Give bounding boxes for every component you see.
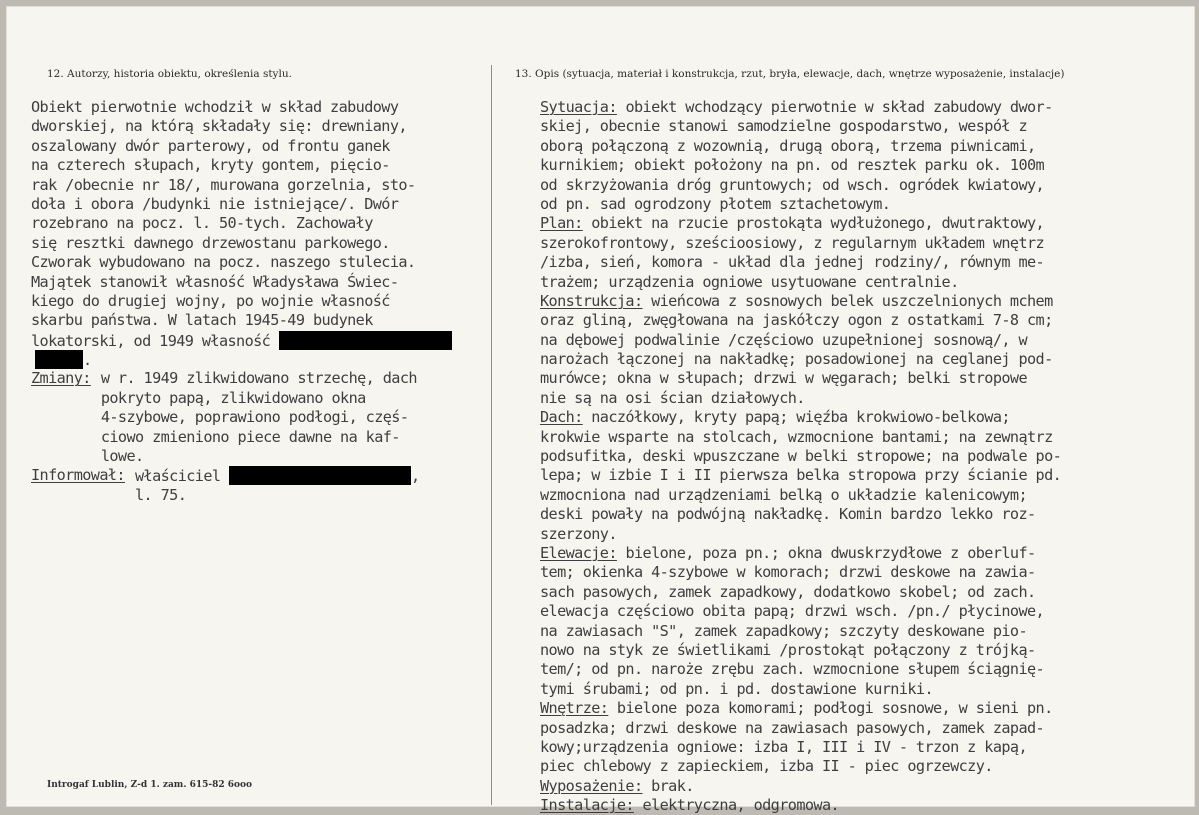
history-text-line: się resztki dawnego drzewostanu parkowego.	[31, 233, 390, 252]
zmiany-label: Zmiany:	[31, 369, 91, 388]
description-text-line: Wnętrze: bielone poza komorami; podłogi sosnowe, w sieni pn.	[540, 699, 1053, 718]
history-text-line: dworskiej, na którą składały się: drewniany,	[31, 117, 407, 136]
description-section	[540, 98, 1180, 815]
record-card	[6, 6, 1195, 815]
description-text-line: od skrzyżowania dróg gruntowych; od wsch. ogródek kwiatowy,	[540, 175, 1045, 194]
description-text-line: nie są na osi ścian działowych.	[540, 388, 805, 407]
description-text-line: tem/; od pn. naroże zrębu zach. wzmocnione słupem ściągnię-	[540, 660, 1045, 679]
description-subsection	[540, 796, 1180, 815]
description-text-line: murówce; okna w słupach; drzwi w węgarach; belki stropowe	[540, 369, 1027, 388]
description-text-line: oraz gliną, zwęgłowana na jaskółczy ogon z ostatkami 7-8 cm;	[540, 311, 1053, 330]
zmiany-text-line: lowe.	[100, 447, 144, 466]
description-text-line: podsufitka, deski wpuszczane w belki stropowe; na podwale po-	[540, 447, 1062, 466]
informant-text: właściciel	[134, 467, 221, 486]
description-text-line: na zawiasach "S", zamek zapadkowy; szczyty deskowane pio-	[540, 621, 1027, 640]
description-text-line: Wyposażenie: brak.	[540, 776, 694, 795]
history-text-line: skarbu państwa. W latach 1945-49 budynek	[31, 311, 373, 330]
column-divider	[491, 65, 492, 805]
history-text-line: Czworak wybudowano na pocz. naszego stulecia.	[31, 253, 416, 272]
description-text-line: skiej, obecnie stanowi samodzielne gospodarstwo, wespół z	[540, 117, 1027, 136]
informant-label: Informował:	[31, 466, 125, 485]
description-text-line: tem; okienka 4-szybowe w komorach; drzwi deskowe na zawia-	[540, 563, 1036, 582]
zmiany-lines	[101, 369, 417, 466]
description-text-line: Plan: obiekt na rzucie prostokąta wydłużonego, dwutraktowy,	[540, 214, 1045, 233]
description-text-line: posadzka; drzwi deskowe na zawiasach pasowych, zamek zapad-	[540, 718, 1045, 737]
subsection-label: Dach:	[540, 408, 583, 427]
description-text-line: Konstrukcja: wieńcowa z sosnowych belek uszczelnionych mchem	[540, 291, 1053, 310]
history-text-line: .	[31, 350, 487, 369]
description-text-line: /izba, sień, komora - układ dla jednej rodziny/, równym me-	[540, 253, 1045, 272]
owner-text: lokatorski, od 1949 własność	[31, 331, 271, 350]
description-subsection	[540, 777, 1180, 796]
description-text-line: Sytuacja: obiekt wchodzący pierwotnie w skład zabudowy dwor-	[540, 98, 1053, 116]
history-paragraph	[31, 98, 487, 331]
description-text-line: oborą połączoną z wozownią, drugą oborą, trzema piwnicami,	[540, 136, 1036, 155]
description-subsection	[540, 544, 1180, 699]
description-subsection	[540, 98, 1180, 214]
history-text-line: Majątek stanowił własność Władysława Świec-	[31, 272, 399, 291]
description-text-line: kurnikiem; obiekt położony na pn. od resztek parku ok. 100m	[540, 156, 1045, 175]
zmiany-text-line: 4-szybowe, poprawiono podłogi, częś-	[100, 408, 409, 427]
subsection-label: Plan:	[540, 214, 583, 233]
description-text-line: trażem; urządzenia ogniowe usytuowane centralnie.	[540, 272, 959, 291]
description-text-line: wzmocniona nad urządzeniami belką o układzie kalenicowym;	[540, 485, 1027, 504]
history-text-line: na czterech słupach, kryty gontem, pięcio-	[31, 156, 390, 175]
subsection-label: Wnętrze:	[540, 699, 609, 718]
description-subsection	[540, 408, 1180, 544]
description-text-line: tymi śrubami; od pn. i pd. dostawione kurniki.	[540, 679, 934, 698]
zmiany-text-line: pokryto papą, zlikwidowano okna	[100, 388, 366, 407]
description-text-line: nowo na styk ze świetlikami /prostokąt połączony z trójką-	[540, 640, 1036, 659]
description-text-line: narożach łączonej na nakładkę; posadowionej na ceglanej pod-	[540, 350, 1053, 369]
description-text-line: lepa; w izbie I i II pierwsza belka stropowa przy ścianie pd.	[540, 466, 1062, 485]
description-subsection	[540, 214, 1180, 292]
history-section	[31, 98, 487, 505]
description-text-line: sach pasowych, zamek zapadkowy, dodatkowo skobel; od zach.	[540, 582, 1036, 601]
history-text-line: doła i obora /budynki nie istniejące/. Dwór	[31, 194, 399, 213]
redaction-bar	[279, 331, 452, 350]
description-text-line: na dębowej podwalinie /częściowo uzupełnionej sosnową/, w	[540, 330, 1027, 349]
subsection-label: Elewacje:	[540, 543, 617, 562]
zmiany-text-line: w r. 1949 zlikwidowano strzechę, dach	[100, 369, 417, 388]
description-subsection	[540, 292, 1180, 408]
printer-footer: Introgaf Lublin, Z-d 1. zam. 615-82 6ooo	[47, 780, 253, 790]
description-text-line: Dach: naczółkowy, kryty papą; więźba krokwiowo-belkowa;	[540, 408, 1010, 427]
description-text-line: od pn. sad ogrodzony płotem sztachetowym.	[540, 194, 891, 213]
description-text-line: Elewacje: bielone, poza pn.; okna dwuskrzydłowe z oberluf-	[540, 543, 1036, 562]
informant-lines: właściciel , l. 75.	[134, 467, 420, 504]
description-text-line: piec chlebowy z zapieckiem, izba II - piec ogrzewczy.	[540, 757, 993, 776]
description-text-line: elewacja częściowo obita papą; drzwi wsch. /pn./ płycinowe,	[540, 602, 1045, 621]
zmiany-text-line: ciowo zmieniono piece dawne na kaf-	[100, 427, 400, 446]
history-text-line: rak /obecnie nr 18/, murowana gorzelnia, sto-	[31, 175, 416, 194]
description-text-line: szerzony.	[540, 524, 617, 543]
subsection-label: Sytuacja:	[540, 98, 617, 116]
description-text-line: Instalacje: elektryczna, odgromowa.	[540, 796, 840, 815]
description-text-line: krokwie wsparte na stolcach, wzmocnione bantami; na zewnątrz	[540, 427, 1053, 446]
section-12-header: 12. Autorzy, historia obiektu, określenia stylu.	[47, 68, 292, 80]
subsection-label: Wyposażenie:	[540, 776, 643, 795]
description-text-line: kowy;urządzenia ogniowe: izba I, III i IV - trzon z kapą,	[540, 737, 1027, 756]
description-subsection	[540, 699, 1180, 777]
section-13-header: 13. Opis (sytuacja, materiał i konstrukcja, rzut, bryła, elewacje, dach, wnętrze wyposażenie, instalacje)	[515, 68, 1065, 80]
history-text-line: oszalowany dwór parterowy, od frontu ganek	[31, 136, 390, 155]
history-text-line: Obiekt pierwotnie wchodził w skład zabudowy	[31, 98, 399, 116]
subsection-label: Instalacje:	[540, 796, 634, 815]
history-text-line: rozebrano na pocz. l. 50-tych. Zachowały	[31, 214, 373, 233]
history-text-line	[31, 331, 487, 350]
redaction-bar	[35, 350, 83, 369]
zmiany-block	[31, 369, 487, 466]
description-text-line: deski powały na podwójną nakładkę. Komin bardzo lekko roz-	[540, 505, 1036, 524]
history-text-line: kiego do drugiej wojny, po wojnie własność	[31, 291, 390, 310]
description-text-line: szerokofrontowy, sześcioosiowy, z regularnym układem wnętrz	[540, 233, 1045, 252]
redaction-bar	[229, 466, 411, 485]
subsection-label: Konstrukcja:	[540, 291, 643, 310]
informant-age: l. 75.	[134, 485, 187, 504]
informant-block	[31, 466, 487, 505]
